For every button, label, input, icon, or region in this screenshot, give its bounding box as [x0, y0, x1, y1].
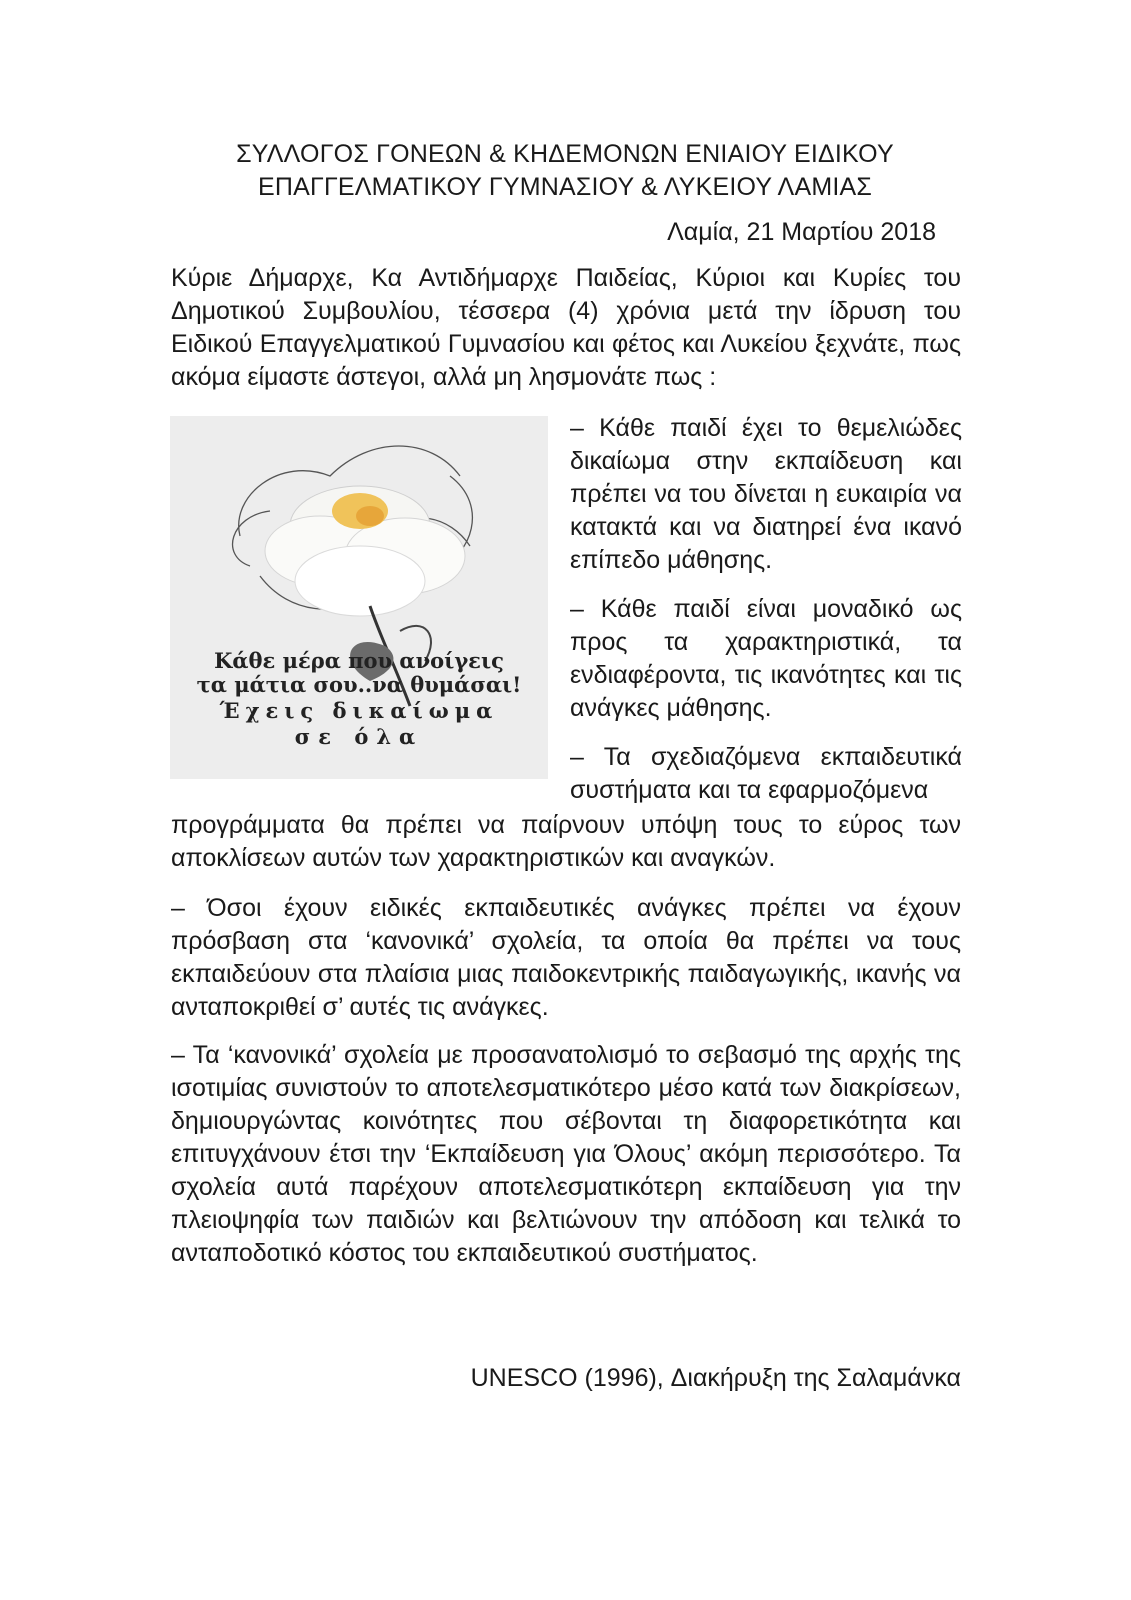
- point-2: – Κάθε παιδί είναι μοναδικό ως προς τα χαρακτηριστικά, τα ενδιαφέροντα, τις ικανότητες και τις ανάγκες μάθησης.: [570, 595, 962, 722]
- header-line-2: ΕΠΑΓΓΕΛΜΑΤΙΚΟΥ ΓΥΜΝΑΣΙΟΥ & ΛΥΚΕΙΟΥ ΛΑΜΙΑΣ: [257, 173, 873, 201]
- image-caption-line-3: Έχεις δικαίωμα: [219, 698, 499, 723]
- point-5: – Τα ‘κανονικά’ σχολεία με προσανατολισμό το σεβασμό της αρχής της ισοτιμίας συνιστούν το αποτελεσματικότερο μέσο κατά των διακρίσεων, δημιουργώντας κοινότητες που σέβονται τη διαφορετικότητα και επιτυγχάνουν έτσι την ‘Εκπαίδευση για Όλους’ ακόμη περισσότερο. Τα σχολεία αυτά παρέχουν αποτελεσματικότερη εκπαίδευση για την πλειοψηφία των παιδιών και βελτιώνουν την απόδοση και τελικά το ανταποδοτικό κόστος του εκπαιδευτικού συστήματος.: [171, 1041, 961, 1267]
- image-caption-line-1: Κάθε μέρα που ανοίγεις: [214, 648, 504, 673]
- side-column: [570, 412, 962, 807]
- white-flower-illustration-icon: [170, 416, 548, 779]
- flower-image: [170, 416, 548, 779]
- image-caption-line-2: τα μάτια σου..να θυμάσαι!: [196, 672, 522, 697]
- point-3-continuation: προγράμματα θα πρέπει να παίρνουν υπόψη τους το εύρος των αποκλίσεων αυτών των χαρακτηριστικών και αναγκών.: [171, 811, 961, 872]
- document-header: [150, 138, 980, 204]
- citation: UNESCO (1996), Διακήρυξη της Σαλαμάνκα: [470, 1364, 961, 1392]
- point-4: – Όσοι έχουν ειδικές εκπαιδευτικές ανάγκες πρέπει να έχουν πρόσβαση στα ‘κανονικά’ σχολεία, τα οποία θα πρέπει να τους εκπαιδεύουν στα πλαίσια μιας παιδοκεντρικής παιδαγωγικής, ικανής να ανταποκριθεί σ’ αυτές τις ανάγκες.: [171, 894, 961, 1021]
- header-line-1: ΣΥΛΛΟΓΟΣ ΓΟΝΕΩΝ & ΚΗΔΕΜΟΝΩΝ ΕΝΙΑΙΟΥ ΕΙΔΙΚΟΥ: [236, 140, 894, 168]
- point-3-start: – Τα σχεδιαζόμενα εκπαιδευτικά συστήματα και τα εφαρμοζόμενα: [570, 743, 962, 804]
- document-date: Λαμία, 21 Μαρτίου 2018: [667, 218, 936, 246]
- image-caption-line-4: σε όλα: [294, 724, 424, 749]
- intro-paragraph: Κύριε Δήμαρχε, Κα Αντιδήμαρχε Παιδείας, Κύριοι και Κυρίες του Δημοτικού Συμβουλίου, τέσσερα (4) χρόνια μετά την ίδρυση του Ειδικού Επαγγελματικού Γυμνασίου και φέτος και Λυκείου ξεχνάτε, πως ακόμα είμαστε άστεγοι, αλλά μη λησμονάτε πως :: [171, 264, 961, 391]
- point-1: – Κάθε παιδί έχει το θεμελιώδες δικαίωμα στην εκπαίδευση και πρέπει να του δίνεται η ευκαιρία να κατακτά και να διατηρεί ένα ικανό επίπεδο μάθησης.: [570, 414, 962, 574]
